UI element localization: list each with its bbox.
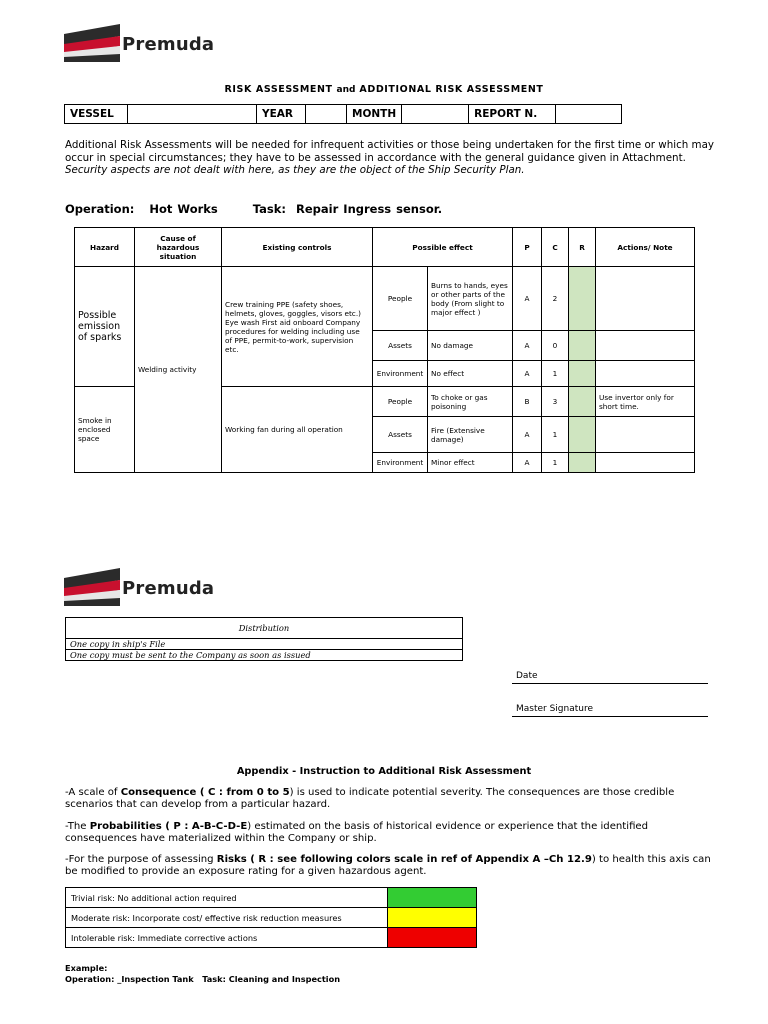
title-and: and <box>336 85 356 95</box>
effect-cell: No damage <box>428 331 513 361</box>
cause-cell: Welding activity <box>135 267 222 473</box>
vessel-label: VESSEL <box>65 105 128 124</box>
p1-pre: -A scale of <box>65 787 121 798</box>
vessel-field[interactable] <box>128 105 257 124</box>
hazard-cell: Possible emission of sparks <box>75 267 135 387</box>
premuda-logo-mark-icon <box>64 568 120 608</box>
risk-scale-swatch <box>388 908 477 928</box>
title-rest: ADDITIONAL RISK ASSESSMENT <box>359 84 544 95</box>
col-actions: Actions/ Note <box>596 228 695 267</box>
year-field[interactable] <box>306 105 347 124</box>
effect-cell: Minor effect <box>428 453 513 473</box>
risk-assessment-table <box>74 227 695 473</box>
effect-cell: To choke or gas poisoning <box>428 387 513 417</box>
r-cell <box>569 267 596 331</box>
example-label: Example: <box>65 963 108 973</box>
appendix-probability-paragraph <box>65 821 715 846</box>
p2-pre: -The <box>65 821 90 832</box>
p-cell: B <box>513 387 542 417</box>
table-row <box>75 267 695 331</box>
c-cell: 1 <box>542 453 569 473</box>
p3-pre: -For the purpose of assessing <box>65 854 217 865</box>
brand-name: Premuda <box>122 578 215 599</box>
distribution-heading: Distribution <box>66 618 463 639</box>
p1-bold: Consequence ( C : from 0 to 5 <box>120 787 290 798</box>
report-label: REPORT N. <box>469 105 556 124</box>
c-cell: 2 <box>542 267 569 331</box>
risk-scale-table <box>65 887 477 948</box>
risk-scale-row <box>66 888 477 908</box>
hazard-cell: Smoke in enclosed space <box>75 387 135 473</box>
target-cell: People <box>373 267 428 331</box>
example-block <box>65 963 340 984</box>
note-cell: Use invertor only for short time. <box>596 387 695 417</box>
target-cell: Assets <box>373 417 428 453</box>
col-controls: Existing controls <box>222 228 373 267</box>
c-cell: 1 <box>542 417 569 453</box>
r-cell <box>569 453 596 473</box>
risk-scale-label: Moderate risk: Incorporate cost/ effective risk reduction measures <box>66 908 388 928</box>
risk-scale-swatch <box>388 888 477 908</box>
master-signature-field[interactable]: Master Signature <box>512 704 708 717</box>
premuda-logo <box>64 24 224 64</box>
year-label: YEAR <box>257 105 306 124</box>
c-cell: 0 <box>542 331 569 361</box>
risk-scale-label: Trivial risk: No additional action required <box>66 888 388 908</box>
note-cell <box>596 267 695 331</box>
r-cell <box>569 361 596 387</box>
intro-text: Additional Risk Assessments will be needed for infrequent activities or those being undertaken for the first time or which may occur in special circumstances; they have to be assessed in accordance with the general guidance given in Attachment. <box>65 139 714 164</box>
col-c: C <box>542 228 569 267</box>
target-cell: Environment <box>373 361 428 387</box>
note-cell <box>596 453 695 473</box>
target-cell: Environment <box>373 453 428 473</box>
c-cell: 3 <box>542 387 569 417</box>
col-effect: Possible effect <box>373 228 513 267</box>
risk-scale-label: Intolerable risk: Immediate corrective actions <box>66 928 388 948</box>
col-p: P <box>513 228 542 267</box>
risk-scale-row <box>66 928 477 948</box>
title-main: RISK ASSESSMENT <box>224 84 333 95</box>
date-field[interactable]: Date <box>512 671 708 684</box>
premuda-logo <box>64 568 224 608</box>
p-cell: A <box>513 417 542 453</box>
brand-name: Premuda <box>122 34 215 55</box>
operation-label: Operation: <box>65 202 135 216</box>
r-cell <box>569 331 596 361</box>
month-field[interactable] <box>402 105 469 124</box>
p3-bold: Risks ( R : see following colors scale in ref of Appendix A –Ch 12.9 <box>216 854 592 865</box>
operation-line <box>65 202 442 216</box>
risk-scale-row <box>66 908 477 928</box>
intro-paragraph <box>65 139 715 177</box>
p2-post: ) estimated on the basis of historical evidence or experience that the identified consequences have materialized within the Company or ship. <box>65 821 649 845</box>
table-header-row <box>75 228 695 267</box>
task-label: Task: <box>252 202 287 216</box>
controls-cell: Working fan during all operation <box>222 387 373 473</box>
risk-scale-swatch <box>388 928 477 948</box>
target-cell: People <box>373 387 428 417</box>
p-cell: A <box>513 361 542 387</box>
p3-post: ) to health this axis can be modified to provide an exposure rating for a given hazardous agent. <box>65 854 711 878</box>
appendix-title: Appendix - Instruction to Additional Risk Assessment <box>236 766 532 777</box>
intro-security-note: Security aspects are not dealt with here, as they are the object of the Ship Security Plan. <box>65 164 525 177</box>
p2-bold: Probabilities ( P : A-B-C-D-E <box>89 821 248 832</box>
col-cause: Cause of hazardous situation <box>135 228 222 267</box>
effect-cell: Burns to hands, eyes or other parts of the body (From slight to major effect ) <box>428 267 513 331</box>
distribution-table <box>65 617 463 661</box>
example-line: Operation: _Inspection Tank Task: Cleaning and Inspection <box>65 973 341 984</box>
effect-cell: Fire (Extensive damage) <box>428 417 513 453</box>
distribution-row: One copy in ship's File <box>66 639 463 650</box>
controls-cell: Crew training PPE (safety shoes, helmets, gloves, goggles, visors etc.) Eye wash First aid onboard Company procedures for welding including use of PPE, permit-to-work, supervision etc. <box>222 267 373 387</box>
note-cell <box>596 417 695 453</box>
premuda-logo-mark-icon <box>64 24 120 64</box>
p1-post: ) is used to indicate potential severity. The consequences are those credible scenarios that can develop from a particular hazard. <box>65 787 675 811</box>
month-label: MONTH <box>347 105 402 124</box>
report-field[interactable] <box>556 105 622 124</box>
distribution-row: One copy must be sent to the Company as soon as issued <box>66 650 463 661</box>
note-cell <box>596 331 695 361</box>
col-r: R <box>569 228 596 267</box>
effect-cell: No effect <box>428 361 513 387</box>
appendix-consequence-paragraph <box>65 787 715 812</box>
col-hazard: Hazard <box>75 228 135 267</box>
c-cell: 1 <box>542 361 569 387</box>
r-cell <box>569 387 596 417</box>
p-cell: A <box>513 453 542 473</box>
header-fields-table <box>64 104 622 124</box>
document-title <box>0 84 768 95</box>
note-cell <box>596 361 695 387</box>
task-value: Repair Ingress sensor. <box>296 202 443 216</box>
r-cell <box>569 417 596 453</box>
p-cell: A <box>513 267 542 331</box>
operation-value: Hot Works <box>149 202 218 216</box>
p-cell: A <box>513 331 542 361</box>
appendix-risk-paragraph <box>65 854 715 879</box>
target-cell: Assets <box>373 331 428 361</box>
